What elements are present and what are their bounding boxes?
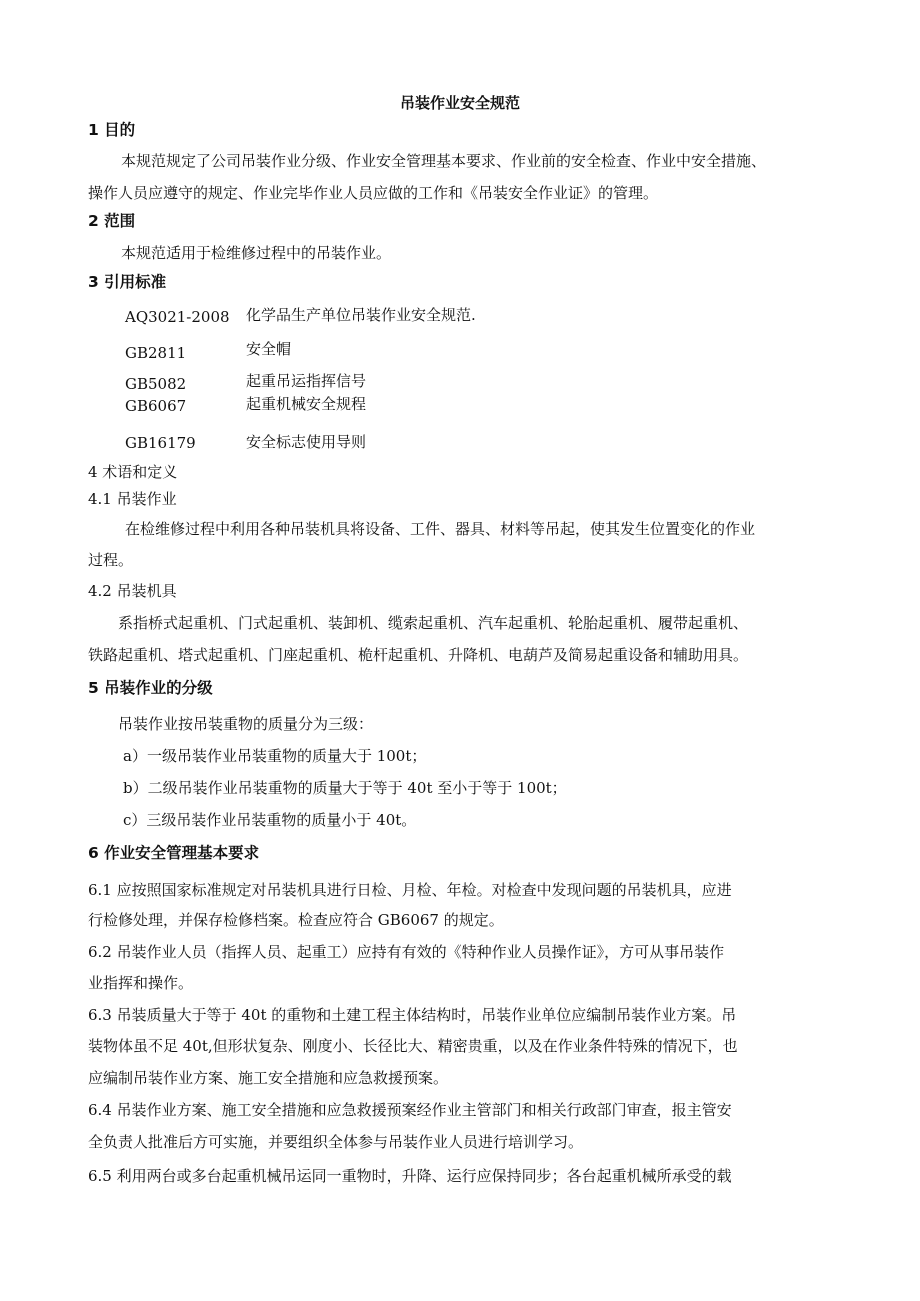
section-4-2-paragraph-line-2: 铁路起重机、塔式起重机、门座起重机、桅杆起重机、升降机、电葫芦及简易起重设备和辅助用具。	[88, 646, 749, 664]
section-2-paragraph: 本规范适用于检维修过程中的吊装作业。	[121, 244, 392, 262]
section-5-item-b: b）二级吊装作业吊装重物的质量大于等于 40t 至小于等于 100t；	[123, 779, 567, 797]
section-6-3-line-3: 应编制吊装作业方案、施工安全措施和应急救援预案。	[88, 1069, 449, 1087]
section-4-1-heading: 4.1 吊装作业	[88, 490, 177, 508]
reference-code: GB2811	[125, 344, 187, 362]
section-4-2-paragraph-line-1: 系指桥式起重机、门式起重机、装卸机、缆索起重机、汽车起重机、轮胎起重机、履带起重机、	[118, 614, 749, 632]
reference-title: 起重吊运指挥信号	[246, 372, 367, 390]
section-6-heading: 6 作业安全管理基本要求	[88, 844, 260, 862]
section-4-1-paragraph-line-2: 过程。	[88, 551, 134, 569]
reference-code: AQ3021-2008	[125, 308, 230, 326]
section-6-2-line-1: 6.2 吊装作业人员（指挥人员、起重工）应持有有效的《特种作业人员操作证》，方可从事吊装作	[88, 943, 725, 961]
section-6-3-line-1: 6.3 吊装质量大于等于 40t 的重物和土建工程主体结构时，吊装作业单位应编制吊装作业方案。吊	[88, 1006, 737, 1024]
section-5-item-a: a）一级吊装作业吊装重物的质量大于 100t；	[123, 747, 427, 765]
section-6-2-line-2: 业指挥和操作。	[88, 974, 194, 992]
reference-code: GB6067	[125, 397, 187, 415]
section-5-item-c: c）三级吊装作业吊装重物的质量小于 40t。	[123, 811, 417, 829]
document-title: 吊装作业安全规范	[399, 94, 520, 112]
section-6-4-line-2: 全负责人批准后方可实施，并要组织全体参与吊装作业人员进行培训学习。	[88, 1133, 584, 1151]
section-6-3-line-2: 装物体虽不足 40t,但形状复杂、刚度小、长径比大、精密贵重，以及在作业条件特殊的情况下，也	[88, 1037, 738, 1055]
reference-title: 安全标志使用导则	[246, 433, 367, 451]
section-4-2-heading: 4.2 吊装机具	[88, 582, 177, 600]
section-5-heading: 5 吊装作业的分级	[88, 679, 213, 697]
section-1-heading: 1 目的	[88, 121, 136, 139]
section-4-heading: 4 术语和定义	[88, 463, 178, 481]
section-5-intro: 吊装作业按吊装重物的质量分为三级：	[118, 715, 374, 733]
reference-code: GB5082	[125, 375, 187, 393]
reference-title: 起重机械安全规程	[246, 395, 367, 413]
section-6-1-line-2: 行检修处理，并保存检修档案。检查应符合 GB6067 的规定。	[88, 911, 504, 929]
section-2-heading: 2 范围	[88, 212, 136, 230]
section-6-1-line-1: 6.1 应按照国家标准规定对吊装机具进行日检、月检、年检。对检查中发现问题的吊装机具，应进	[88, 881, 732, 899]
reference-title: 化学品生产单位吊装作业安全规范.	[246, 306, 476, 324]
section-6-5-line-1: 6.5 利用两台或多台起重机械吊运同一重物时，升降、运行应保持同步；各台起重机械所承受的载	[88, 1167, 732, 1185]
section-1-paragraph-line-2: 操作人员应遵守的规定、作业完毕作业人员应做的工作和《吊装安全作业证》的管理。	[88, 184, 659, 202]
section-3-heading: 3 引用标准	[88, 273, 167, 291]
section-4-1-paragraph-line-1: 在检维修过程中利用各种吊装机具将设备、工件、器具、材料等吊起，使其发生位置变化的作业	[125, 520, 756, 538]
section-1-paragraph-line-1: 本规范规定了公司吊装作业分级、作业安全管理基本要求、作业前的安全检查、作业中安全措施、	[121, 152, 767, 170]
reference-code: GB16179	[125, 434, 196, 452]
reference-title: 安全帽	[246, 340, 292, 358]
section-6-4-line-1: 6.4 吊装作业方案、施工安全措施和应急救援预案经作业主管部门和相关行政部门审查，报主管安	[88, 1101, 732, 1119]
